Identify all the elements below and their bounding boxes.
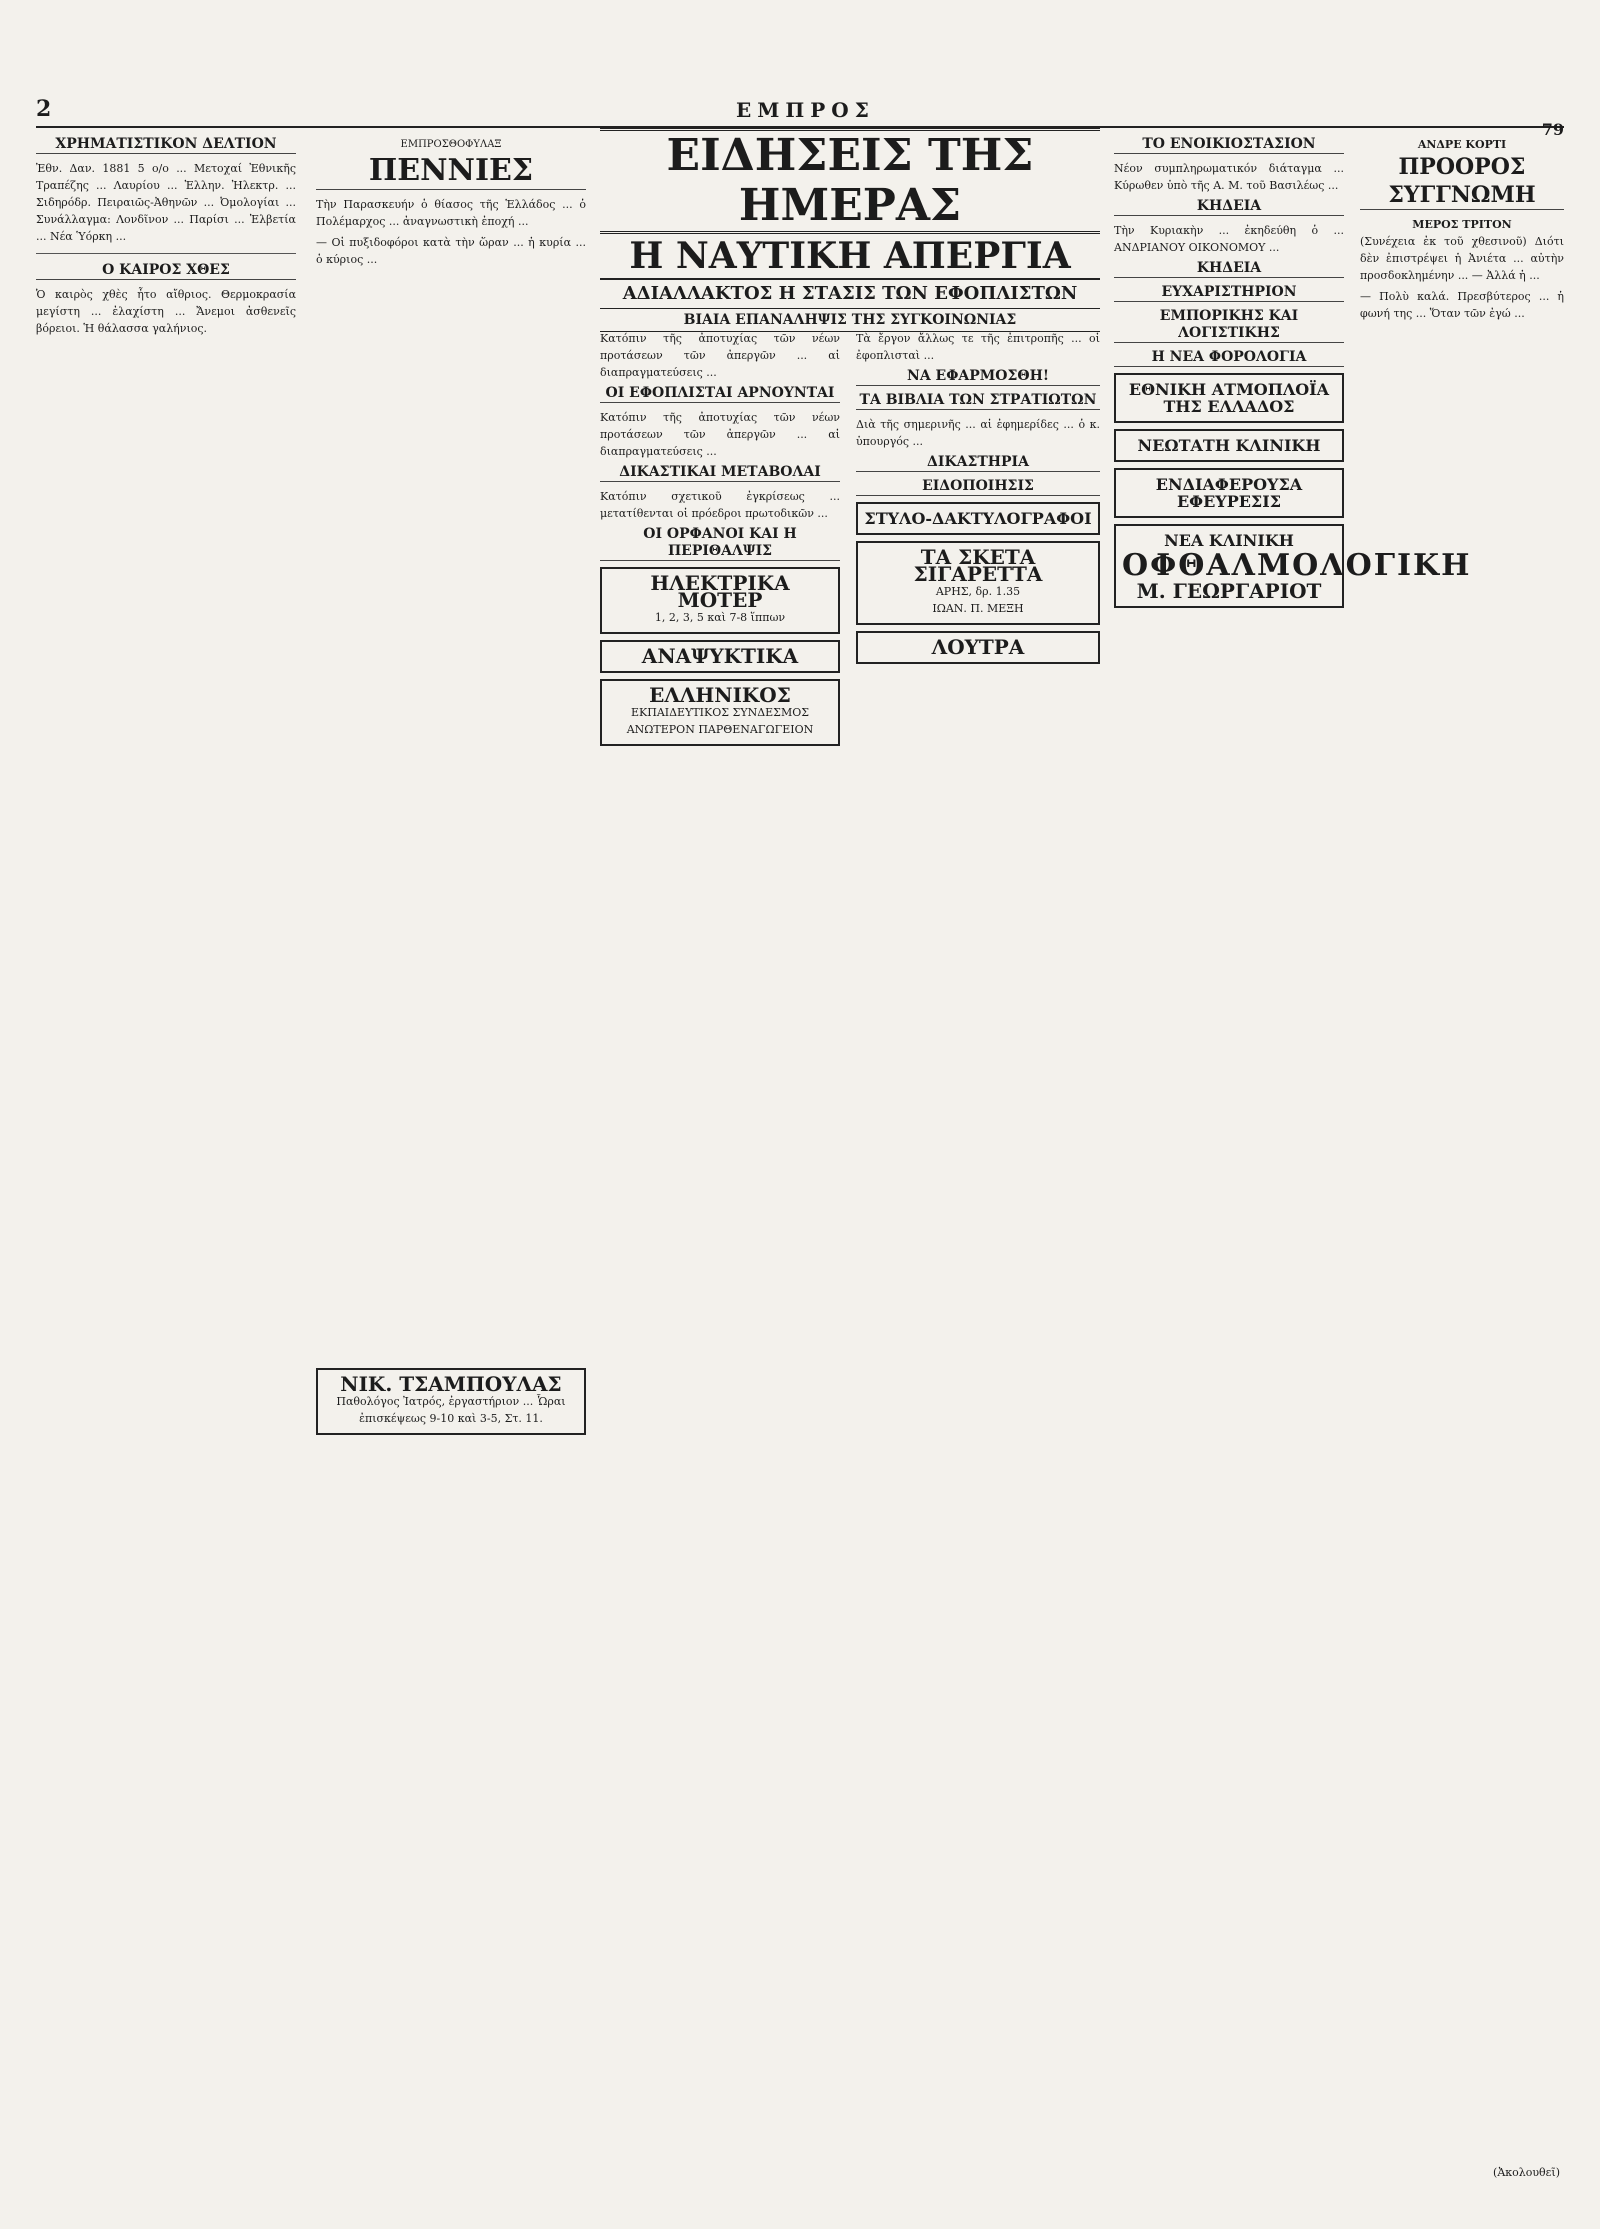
school-ad-sub2: ΑΝΩΤΕΡΟΝ ΠΑΡΘΕΝΑΓΩΓΕΙΟΝ — [626, 723, 814, 736]
soldiers-books-title: ΤΑ ΒΙΒΛΙΑ ΤΩΝ ΣΤΡΑΤΙΩΤΩΝ — [856, 392, 1100, 410]
rent-control-title: ΤΟ ΕΝΟΙΚΙΟΣΤΑΣΙΟΝ — [1114, 136, 1344, 154]
eye-clinic-ad-big: ΟΦΘΑΛΜΟΛΟΓΙΚΗ — [1122, 548, 1472, 583]
column-3 — [600, 330, 840, 2189]
shipowners-deny-title: ΟΙ ΕΦΟΠΛΙΣΤΑΙ ΑΡΝΟΥΝΤΑΙ — [600, 385, 840, 403]
motor-ad-title: ΗΛΕΚΤΡΙΚΑ ΜΟΤΕΡ — [650, 571, 790, 612]
doctor-name: ΝΙΚ. ΤΣΑΜΠΟΥΛΑΣ — [340, 1372, 562, 1396]
pennies-title: ΠΕΝΝΙΕΣ — [316, 153, 586, 190]
stock-bulletin-title: ΧΡΗΜΑΤΙΣΤΙΚΟΝ ΔΕΛΤΙΟΝ — [36, 136, 296, 154]
weather-title: Ο ΚΑΙΡΟΣ ΧΘΕΣ — [36, 262, 296, 280]
judicial-text: Κατόπιν σχετικοῦ ἐγκρίσεως ... μετατίθενται οἱ πρόεδροι πρωτοδικῶν ... — [600, 490, 840, 520]
rent-control-text: Νέον συμπληρωματικόν διάταγμα ... Κύρωθεν ὑπὸ τῆς Α. Μ. τοῦ Βασιλέως ... — [1114, 162, 1344, 192]
thanks-title: ΕΥΧΑΡΙΣΤΗΡΙΟΝ — [1114, 284, 1344, 302]
column-1 — [36, 136, 296, 2189]
headline-resumption: ΒΙΑΙΑ ΕΠΑΝΑΛΗΨΙΣ ΤΗΣ ΣΥΓΚΟΙΝΩΝΙΑΣ — [600, 309, 1100, 332]
typewriter-ad-title: ΣΤΥΛΟ-ΔΑΚΤΥΛΟΓΡΑΦΟΙ — [864, 509, 1092, 528]
refreshments-ad — [600, 640, 840, 673]
invention-ad-title: ΕΝΔΙΑΦΕΡΟΥΣΑ ΕΦΕΥΡΕΣΙΣ — [1155, 475, 1303, 511]
headline-shipowners: ΑΔΙΑΛΛΑΚΤΟΣ Η ΣΤΑΣΙΣ ΤΩΝ ΕΦΟΠΛΙΣΤΩΝ — [600, 280, 1100, 309]
shipowners-text: Κατόπιν τῆς ἀποτυχίας τῶν νέων προτάσεων τῶν ἀπεργῶν ... αἱ διαπραγματεύσεις ... — [600, 411, 840, 458]
eye-clinic-ad — [1114, 524, 1472, 608]
eye-clinic-ad-doctor: Μ. ΓΕΩΡΓΑΡΙΟΤ — [1136, 579, 1322, 603]
motor-ad — [600, 567, 840, 634]
commerce-title: ΕΜΠΟΡΙΚΗΣ ΚΑΙ ΛΟΓΙΣΤΙΚΗΣ — [1114, 308, 1344, 343]
clinic-ad-title: ΝΕΩΤΑΤΗ ΚΛΙΝΙΚΗ — [1137, 436, 1321, 455]
cigarette-ad-maker: ΙΩΑΝ. Π. ΜΕΞΗ — [932, 602, 1024, 615]
school-ad-sub: ΕΚΠΑΙΔΕΥΤΙΚΟΣ ΣΥΝΔΕΣΜΟΣ — [630, 706, 810, 719]
notice-title: ΕΙΔΟΠΟΙΗΣΙΣ — [856, 478, 1100, 496]
courts-title: ΔΙΚΑΣΤΗΡΙΑ — [856, 454, 1100, 472]
baths-ad — [856, 631, 1100, 664]
shipping-ad-title: ΕΘΝΙΚΗ ΑΤΜΟΠΛΟΪΑ ΤΗΣ ΕΛΛΑΔΟΣ — [1128, 380, 1330, 416]
right-folio: 79 — [1541, 120, 1564, 139]
new-tax-title: Η ΝΕΑ ΦΟΡΟΛΟΓΙΑ — [1114, 349, 1344, 367]
funeral-title-2: ΚΗΔΕΙΑ — [1114, 260, 1344, 278]
strike-text: Κατόπιν τῆς ἀποτυχίας τῶν νέων προτάσεων τῶν ἀπεργῶν ... αἱ διαπραγματεύσεις ... — [600, 332, 840, 379]
headline-news: ΕΙΔΗΣΕΙΣ ΤΗΣ ΗΜΕΡΑΣ — [600, 128, 1100, 234]
orphans-title: ΟΙ ΟΡΦΑΝΟΙ ΚΑΙ Η ΠΕΡΙΘΑΛΨΙΣ — [600, 526, 840, 561]
column-2 — [316, 136, 586, 2189]
funeral-title-1: ΚΗΔΕΙΑ — [1114, 198, 1344, 216]
column-6 — [1360, 136, 1564, 2189]
school-ad — [600, 679, 840, 746]
funeral-text: Τὴν Κυριακὴν ... ἐκηδεύθη ὁ ... ΑΝΔΡΙΑΝΟΥ ΟΙΚΟΝΟΜΟΥ ... — [1114, 224, 1344, 254]
cigarette-ad-price: ΑΡΗΣ, δρ. 1.35 — [935, 585, 1021, 598]
serial-text-2: — Πολὺ καλά. Πρεσβύτερος ... ἡ φωνή της ... Ὅταν τῶν ἐγώ ... — [1360, 290, 1564, 320]
doctor-ad-text: Παθολόγος Ἰατρός, ἐργαστήριον ... Ὧραι ἐπισκέψεως 9-10 καὶ 3-5, Στ. 11. — [336, 1395, 566, 1425]
typewriter-ad — [856, 502, 1100, 535]
shipping-ad — [1114, 373, 1344, 423]
judicial-changes-title: ΔΙΚΑΣΤΙΚΑΙ ΜΕΤΑΒΟΛΑΙ — [600, 464, 840, 482]
main-headline — [600, 128, 1100, 332]
invention-ad — [1114, 468, 1344, 518]
motor-ad-sub: 1, 2, 3, 5 καὶ 7-8 ἵππων — [654, 611, 786, 624]
school-ad-title: ΕΛΛΗΝΙΚΟΣ — [649, 683, 791, 707]
stock-bulletin-text: Ἐθν. Δαν. 1881 5 ο/ο ... Μετοχαί Ἐθνικῆς Τραπέζης ... Λαυρίου ... Ἑλλην. Ἠλεκτρ. ... Σιδηρόδρ. Πειραιῶς-Ἀθηνῶν ... Ὀμολογίαι ... Συνάλλαγμα: Λονδῖνον ... Παρίσι ... Ἑλβετία ... Νέα Ὑόρκη ... — [36, 162, 296, 243]
cigarette-ad — [856, 541, 1100, 625]
clinic-ad — [1114, 429, 1344, 462]
headline-strike: Η ΝΑΥΤΙΚΗ ΑΠΕΡΓΙΑ — [600, 234, 1100, 280]
serial-title: ΠΡΟΟΡΟΣ ΣΥΓΓΝΩΜΗ — [1360, 153, 1564, 210]
column-4 — [856, 330, 1100, 2189]
page-number: 2 — [36, 96, 52, 122]
serial-author: ΑΝΔΡΕ ΚΟΡΤΙ — [1417, 138, 1507, 151]
baths-ad-title: ΛΟΥΤΡΑ — [931, 635, 1025, 659]
committee-text: Τὰ ἔργον ἄλλως τε τῆς ἐπιτροπῆς ... οἱ ἐφοπλισταὶ ... — [856, 332, 1100, 362]
serial-continued: (Ἀκολουθεῖ) — [1493, 2166, 1560, 2179]
refreshments-ad-title: ΑΝΑΨΥΚΤΙΚΑ — [641, 644, 799, 668]
eye-clinic-ad-title: ΝΕΑ ΚΛΙΝΙΚΗ — [1164, 531, 1294, 550]
weather-text: Ὁ καιρὸς χθὲς ἦτο αἴθριος. Θερμοκρασία μεγίστη ... ἐλαχίστη ... Ἄνεμοι ἀσθενεῖς βόρειοι. Ἡ θάλασσα γαλήνιος. — [36, 288, 296, 335]
soldiers-books-text: Διὰ τῆς σημερινῆς ... αἱ ἐφημερίδες ... ὁ κ. ὑπουργός ... — [856, 418, 1100, 448]
paper-name: ΕΜΠΡΟΣ — [736, 98, 875, 122]
column-sig: ΕΜΠΡΟΣΘΟΦΥΛΑΞ — [400, 139, 502, 150]
pennies-text-2: — Οἱ πυξιδοφόροι κατὰ τὴν ὥραν ... ἡ κυρία ... ὁ κύριος ... — [316, 236, 586, 266]
masthead — [36, 96, 1564, 128]
doctor-ad — [316, 1368, 586, 1435]
cigarette-ad-title: ΤΑ ΣΚΕΤΑ ΣΙΓΑΡΕΤΤΑ — [913, 545, 1043, 586]
pennies-text-1: Τὴν Παρασκευήν ὁ θίασος τῆς Ἑλλάδος ... ὁ Πολέμαρχος ... ἀναγνωστικὴ ἐποχή ... — [316, 198, 586, 228]
serial-text-1: (Συνέχεια ἐκ τοῦ χθεσινοῦ) Διότι δὲν ἐπιστρέψει ἡ Ἀνιέτα ... αὐτὴν προσδοκλημένην ... — Ἀλλά ἡ ... — [1360, 235, 1564, 282]
apply-title: ΝΑ ΕΦΑΡΜΟΣΘΗ! — [856, 368, 1100, 386]
serial-part: ΜΕΡΟΣ ΤΡΙΤΟΝ — [1412, 218, 1512, 231]
